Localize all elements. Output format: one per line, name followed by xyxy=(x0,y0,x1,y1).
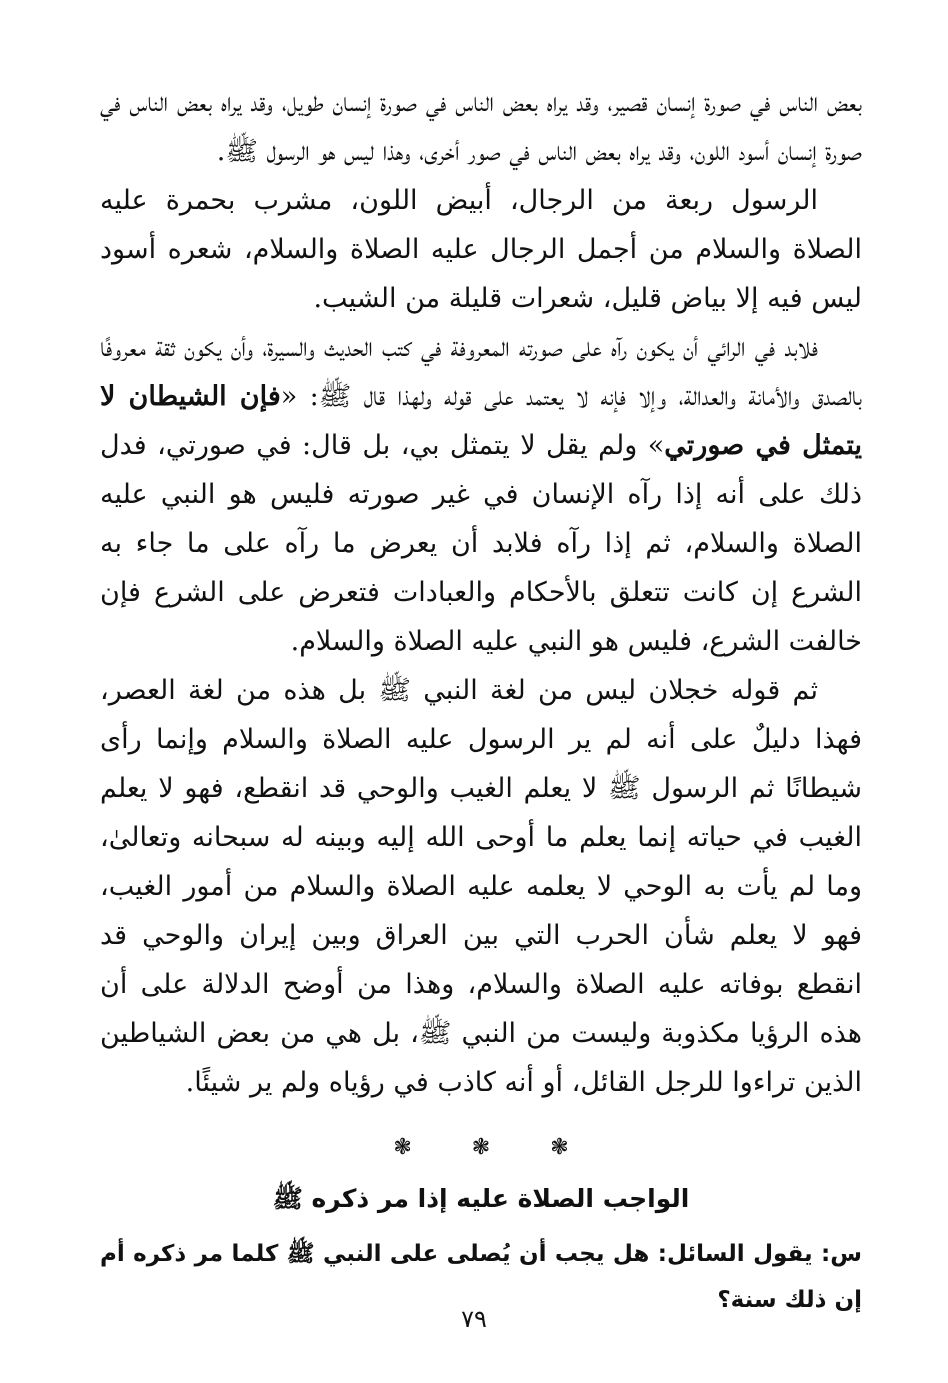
paragraph-2: الرسول ربعة من الرجال، أبيض اللون، مشرب بحمرة عليه الصلاة والسلام من أجمل الرجال عليه الصلاة والسلام، شعره أسود ليس فيه إلا بياض قليل، شعرات قليلة من الشيب. xyxy=(100,185,862,314)
question-text: س: يقول السائل: هل يجب أن يُصلى على النبي ﷺ كلما مر ذكره أم إن ذلك سنة؟ xyxy=(100,1241,862,1313)
page-body xyxy=(100,78,862,1323)
page-number: ٧٩ xyxy=(461,1305,487,1333)
paragraph-3-after: » ولم يقل لا يتمثل بي، بل قال: في صورتي، فدل ذلك على أنه إذا رآه الإنسان في غير صورته فليس هو النبي عليه الصلاة والسلام، ثم إذا رآه فلابد أن يعرض ما رآه على ما جاء به الشرع إن كانت تتعلق بالأحكام والعبادات فتعرض على الشرع فإن خالفت الشرع، فليس هو النبي عليه الصلاة والسلام. xyxy=(100,430,862,657)
paragraph-3 xyxy=(100,323,862,666)
section-title: الواجب الصلاة عليه إذا مر ذكره ﷺ xyxy=(272,1184,690,1213)
star-ornament-icon: ❃ xyxy=(471,1135,491,1160)
star-ornament-icon: ❃ xyxy=(550,1135,569,1160)
paragraph-1: بعض الناس في صورة إنسان قصير، وقد يراه بعض الناس في صورة إنسان طويل، وقد يراه بعض الناس في صورة إنسان أسود اللون، وقد يراه بعض الناس في صور أخرى، وهذا ليس هو الرسول ﷺ. xyxy=(100,87,862,167)
hadith-quote: فإن الشيطان لا يتمثل في صورتي xyxy=(100,381,862,461)
section-separator xyxy=(100,1133,862,1163)
paragraph-3-before: فلابد في الرائي أن يكون رآه على صورته المعروفة في كتب الحديث والسيرة، وأن يكون ثقة معروفًا بالصدق والأمانة والعدالة، وإلا فإنه لا يعتمد على قوله ولهذا قال ﷺ: « xyxy=(100,332,863,412)
star-ornament-icon: ❃ xyxy=(393,1135,412,1160)
paragraph-4: ثم قوله خجلان ليس من لغة النبي ﷺ بل هذه من لغة العصر، فهذا دليلٌ على أنه لم ير الرسول عليه الصلاة والسلام وإنما رأى شيطانًا ثم الرسول ﷺ لا يعلم الغيب والوحي قد انقطع، فهو لا يعلم الغيب في حياته إنما يعلم ما أوحى الله إليه وبينه له سبحانه وتعالىٰ، وما لم يأت به الوحي لا يعلمه عليه الصلاة والسلام من أمور الغيب، فهو لا يعلم شأن الحرب التي بين العراق وبين إيران والوحي قد انقطع بوفاته عليه الصلاة والسلام، وهذا من أوضح الدلالة على أن هذه الرؤيا مكذوبة وليست من النبي ﷺ، بل هي من بعض الشياطين الذين تراءوا للرجل القائل، أو أنه كاذب في رؤياه ولم ير شيئًا. xyxy=(100,675,862,1098)
